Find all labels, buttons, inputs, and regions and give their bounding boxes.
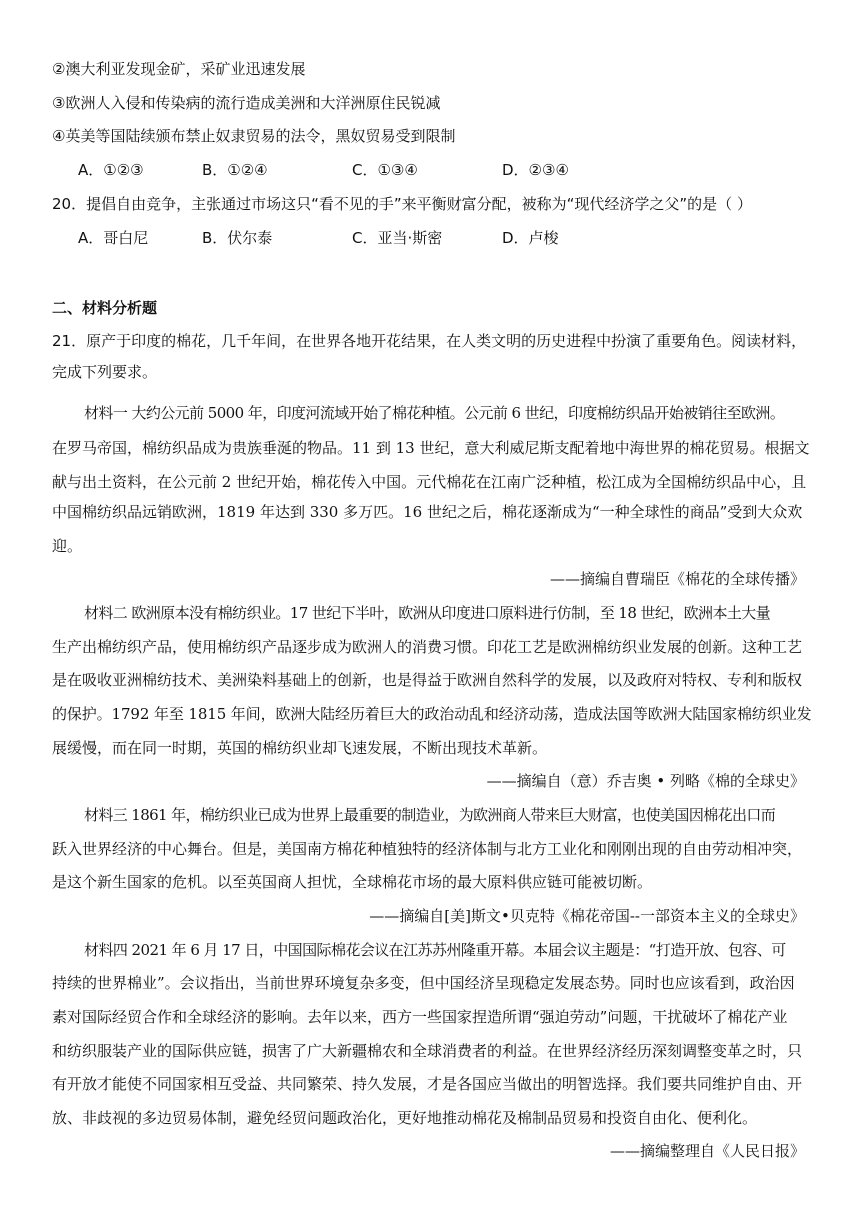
source4: ——摘编整理自《人民日报》 bbox=[609, 1142, 805, 1160]
material2-line: 是在吸收亚洲棉纺技术、美洲染料基础上的创新，也是得益于欧洲自然科学的发展，以及政府对特权、专利和版权 bbox=[52, 671, 803, 689]
material3-line: 是这个新生国家的危机。以至英国商人担忧，全球棉花市场的最大原料供应链可能被切断。 bbox=[52, 873, 653, 891]
q20-option-d[interactable]: D．卢梭 bbox=[502, 229, 559, 247]
material4-line: 材料四 2021 年 6 月 17 日，中国国际棉花会议在江苏苏州隆重开幕。本届会议主题是：“打造开放、包容、可 bbox=[84, 941, 786, 959]
section-title: 二、材料分析题 bbox=[52, 299, 158, 317]
q19-option-b[interactable]: B．①②④ bbox=[202, 161, 268, 179]
material2-line: 生产出棉纺织产品，使用棉纺织产品逐步成为欧洲人的消费习惯。印花工艺是欧洲棉纺织业发展的创新。这种工艺 bbox=[52, 638, 803, 656]
q21-stem-line: 完成下列要求。 bbox=[52, 363, 158, 381]
material1-line: 迎。 bbox=[52, 537, 83, 555]
source1: ——摘编自曹瑞臣《棉花的全球传播》 bbox=[549, 570, 805, 588]
material1-line: 献与出土资料，在公元前 2 世纪开始，棉花传入中国。元代棉花在江南广泛种植，松江成为全国棉纺织品中心，且 bbox=[52, 473, 807, 491]
source3: ——摘编自[美]斯文•贝克特《棉花帝国--一部资本主义的全球史》 bbox=[369, 907, 805, 925]
q20-option-a[interactable]: A．哥白尼 bbox=[78, 229, 149, 247]
material2-line: 展缓慢，而在同一时期，英国的棉纺织业却飞速发展，不断出现技术革新。 bbox=[52, 739, 548, 757]
q19-option-d[interactable]: D．②③④ bbox=[502, 161, 569, 179]
q19-item-4: ④英美等国陆续颁布禁止奴隶贸易的法令，黑奴贸易受到限制 bbox=[52, 127, 456, 145]
q20-option-b[interactable]: B．伏尔泰 bbox=[202, 229, 273, 247]
material4-line: 素对国际经贸合作和全球经济的影响。去年以来，西方一些国家捏造所谓“强迫劳动”问题，干扰破坏了棉花产业 bbox=[52, 1008, 788, 1026]
source2: ——摘编自（意）乔吉奥 • 列略《棉的全球史》 bbox=[486, 772, 805, 790]
q20-stem: 20．提倡自由竞争，主张通过市场这只“看不见的手”来平衡财富分配，被称为“现代经济学之父”的是（ ） bbox=[52, 195, 752, 213]
material2-line: 的保护。1792 年至 1815 年间，欧洲大陆经历着巨大的政治动乱和经济动荡，造成法国等欧洲大陆国家棉纺织业发 bbox=[52, 705, 812, 723]
q20-option-c[interactable]: C．亚当·斯密 bbox=[352, 229, 443, 247]
material4-line: 有开放才能使不同国家相互受益、共同繁荣、持久发展，才是各国应当做出的明智选择。我们要共同维护自由、开 bbox=[52, 1075, 803, 1093]
material1-line: 中国棉纺织品远销欧洲，1819 年达到 330 多万匹。16 世纪之后，棉花逐渐成为“一种全球性的商品”受到大众欢 bbox=[52, 503, 803, 521]
material4-line: 持续的世界棉业”。会议指出，当前世界环境复杂多变，但中国经济呈现稳定发展态势。同时也应该看到，政治因 bbox=[52, 974, 795, 992]
q19-option-a[interactable]: A．①②③ bbox=[78, 161, 144, 179]
q19-option-c[interactable]: C．①③④ bbox=[352, 161, 418, 179]
material3-line: 材料三 1861 年，棉纺织业已成为世界上最重要的制造业，为欧洲商人带来巨大财富，也使美国因棉花出口而 bbox=[84, 806, 776, 824]
material1-line: 材料一 大约公元前 5000 年，印度河流域开始了棉花种植。公元前 6 世纪，印度棉纺织品开始被销往至欧洲。 bbox=[84, 404, 785, 422]
material1-line: 在罗马帝国，棉纺织品成为贵族垂涎的物品。11 到 13 世纪，意大利威尼斯支配着地中海世界的棉花贸易。根据文 bbox=[52, 439, 810, 457]
material4-line: 放、非歧视的多边贸易体制，避免经贸问题政治化，更好地推动棉花及棉制品贸易和投资自由化、便利化。 bbox=[52, 1109, 758, 1127]
q19-item-3: ③欧洲人入侵和传染病的流行造成美洲和大洋洲原住民锐减 bbox=[52, 94, 441, 112]
q19-item-2: ②澳大利亚发现金矿，采矿业迅速发展 bbox=[52, 60, 306, 78]
material2-line: 材料二 欧洲原本没有棉纺织业。17 世纪下半叶，欧洲从印度进口原料进行仿制，至 18 世纪，欧洲本土大量 bbox=[84, 604, 771, 622]
material4-line: 和纺织服装产业的国际供应链，损害了广大新疆棉农和全球消费者的利益。在世界经济经历深刻调整变革之时，只 bbox=[52, 1042, 803, 1060]
material3-line: 跃入世界经济的中心舞台。但是，美国南方棉花种植独特的经济体制与北方工业化和刚刚出现的自由劳动相冲突， bbox=[52, 840, 803, 858]
q21-stem-line: 21．原产于印度的棉花，几千年间，在世界各地开花结果，在人类文明的历史进程中扮演了重要角色。阅读材料， bbox=[52, 332, 807, 350]
